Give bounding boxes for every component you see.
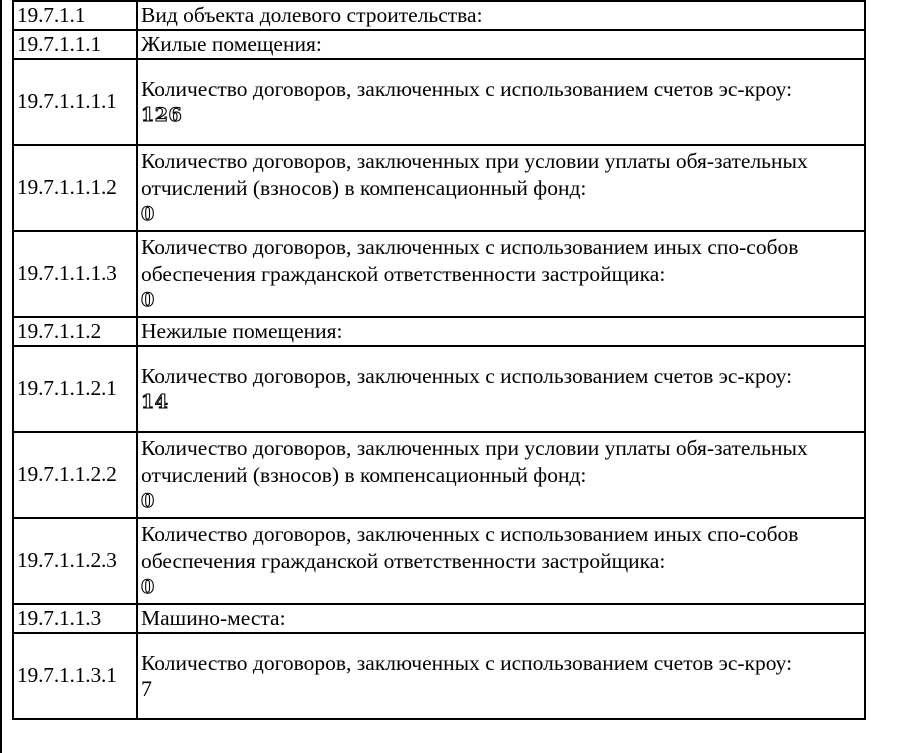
row-label: Количество договоров, заключенных при условии уплаты обя-зательных отчислений (взносов) в компенсационный фонд:	[141, 149, 808, 200]
table-row	[13, 231, 865, 317]
table-row	[13, 346, 865, 432]
row-number: 19.7.1.1.3.1	[13, 633, 137, 719]
row-label: Количество договоров, заключенных с использованием счетов эс-кроу:	[141, 76, 793, 101]
row-value: 0	[141, 289, 155, 311]
row-label: Нежилые помещения:	[137, 317, 865, 346]
row-number: 19.7.1.1.3	[13, 604, 137, 633]
table-row	[13, 432, 865, 518]
row-content	[137, 231, 865, 317]
table-row	[13, 317, 865, 346]
row-label: Машино-места:	[137, 604, 865, 633]
table-row	[13, 1, 865, 30]
row-number: 19.7.1.1.2.1	[13, 346, 137, 432]
row-value: 126	[141, 103, 183, 126]
row-value: 7	[141, 675, 153, 701]
row-number: 19.7.1.1.2.3	[13, 518, 137, 604]
page-left-border	[0, 0, 2, 753]
table-row	[13, 145, 865, 231]
row-number: 19.7.1.1	[13, 1, 137, 30]
row-label: Жилые помещения:	[137, 30, 865, 59]
table-row	[13, 604, 865, 633]
row-label: Количество договоров, заключенных с использованием иных спо-собов обеспечения гражданской ответственности застройщика:	[141, 522, 799, 573]
row-label: Количество договоров, заключенных с использованием иных спо-собов обеспечения гражданской ответственности застройщика:	[141, 235, 799, 286]
row-value: 0	[141, 490, 155, 512]
row-number: 19.7.1.1.1.2	[13, 145, 137, 231]
row-content	[137, 432, 865, 518]
table-row	[13, 59, 865, 145]
row-number: 19.7.1.1.1.3	[13, 231, 137, 317]
table-row	[13, 633, 865, 719]
row-content	[137, 346, 865, 432]
row-value: 0	[141, 203, 155, 225]
row-label: Вид объекта долевого строительства:	[137, 1, 865, 30]
row-content	[137, 59, 865, 145]
table-row	[13, 518, 865, 604]
row-label: Количество договоров, заключенных с использованием счетов эс-кроу:	[141, 363, 793, 388]
row-label: Количество договоров, заключенных при условии уплаты обя-зательных отчислений (взносов) в компенсационный фонд:	[141, 436, 808, 487]
row-number: 19.7.1.1.2.2	[13, 432, 137, 518]
construction-object-table	[12, 0, 866, 720]
row-number: 19.7.1.1.1.1	[13, 59, 137, 145]
row-number: 19.7.1.1.1	[13, 30, 137, 59]
table-row	[13, 30, 865, 59]
row-content	[137, 145, 865, 231]
row-content	[137, 633, 865, 719]
row-content	[137, 518, 865, 604]
row-value: 0	[141, 576, 155, 598]
row-number: 19.7.1.1.2	[13, 317, 137, 346]
row-label: Количество договоров, заключенных с использованием счетов эс-кроу:	[141, 650, 793, 675]
row-value: 14	[141, 390, 169, 413]
